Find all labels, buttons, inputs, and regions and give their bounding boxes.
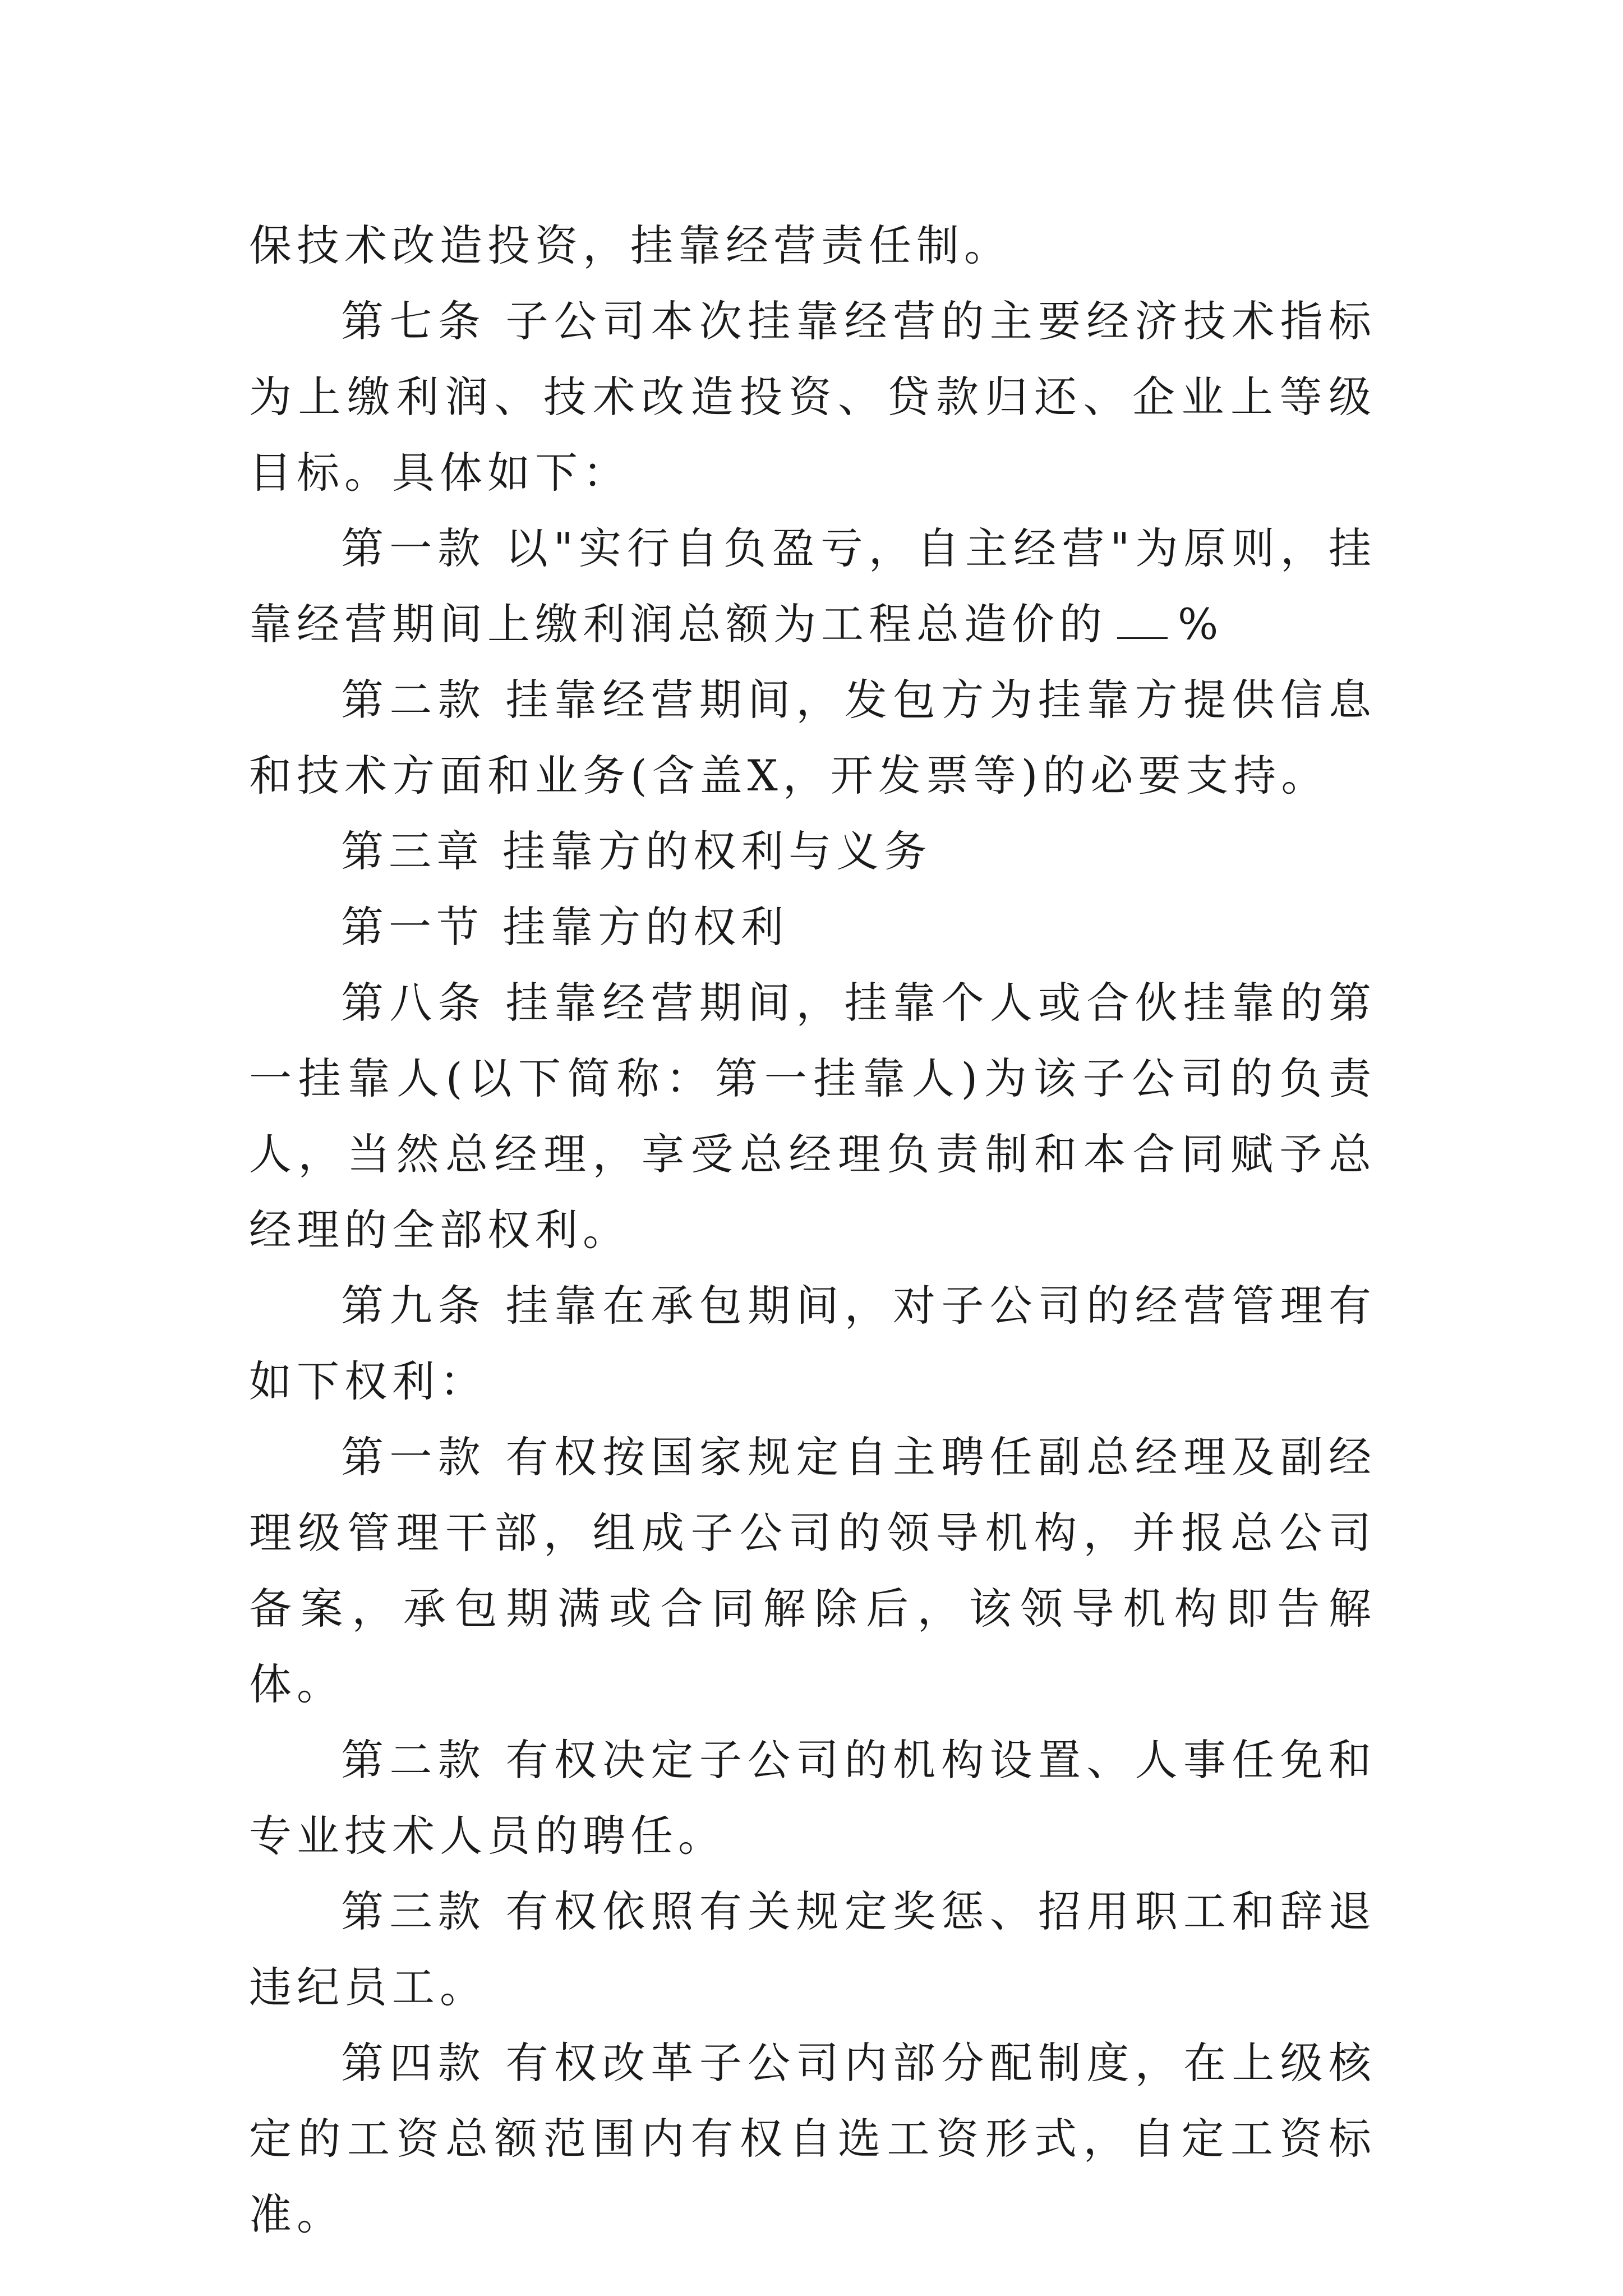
article-7-clause-2: 第二款 挂靠经营期间，发包方为挂靠方提供信息和技术方面和业务(含盖X，开发票等)的必要支持。 (249, 675, 1376, 800)
article-8: 第八条 挂靠经营期间，挂靠个人或合伙挂靠的第一挂靠人(以下简称：第一挂靠人)为该子公司的负责人，当然总经理，享受总经理负责制和本合同赋予总经理的全部权利。 (249, 978, 1376, 1255)
article-9-clause-4: 第四款 有权改革子公司内部分配制度，在上级核定的工资总额范围内有权自选工资形式，自定工资标准。 (249, 2038, 1376, 2239)
fill-in-blank[interactable] (1117, 598, 1168, 639)
article-7: 第七条 子公司本次挂靠经营的主要经济技术指标为上缴利润、技术改造投资、贷款归还、企业上等级目标。具体如下： (249, 296, 1376, 498)
paragraph-continuation: 保技术改造投资，挂靠经营责任制。 (249, 220, 1012, 270)
article-7-clause-1 (249, 510, 1376, 662)
chapter-3-heading: 第三章 挂靠方的权利与义务 (341, 826, 932, 876)
article-9: 第九条 挂靠在承包期间，对子公司的经营管理有如下权利： (249, 1281, 1376, 1406)
article-9-clause-1: 第一款 有权按国家规定自主聘任副总经理及副经理级管理干部，组成子公司的领导机构，并报总公司备案，承包期满或合同解除后，该领导机构即告解体。 (249, 1432, 1376, 1709)
section-1-heading: 第一节 挂靠方的权利 (341, 902, 789, 952)
document-body (249, 208, 1376, 2252)
article-9-clause-2: 第二款 有权决定子公司的机构设置、人事任免和专业技术人员的聘任。 (249, 1735, 1376, 1861)
article-9-clause-3: 第三款 有权依照有关规定奖惩、招用职工和辞退违纪员工。 (249, 1887, 1376, 2012)
clause-text: 第一款 以"实行自负盈亏，自主经营"为原则，挂靠经营期间上缴利润总额为工程总造价的 (249, 523, 1376, 649)
percent-sign: % (1178, 599, 1224, 649)
